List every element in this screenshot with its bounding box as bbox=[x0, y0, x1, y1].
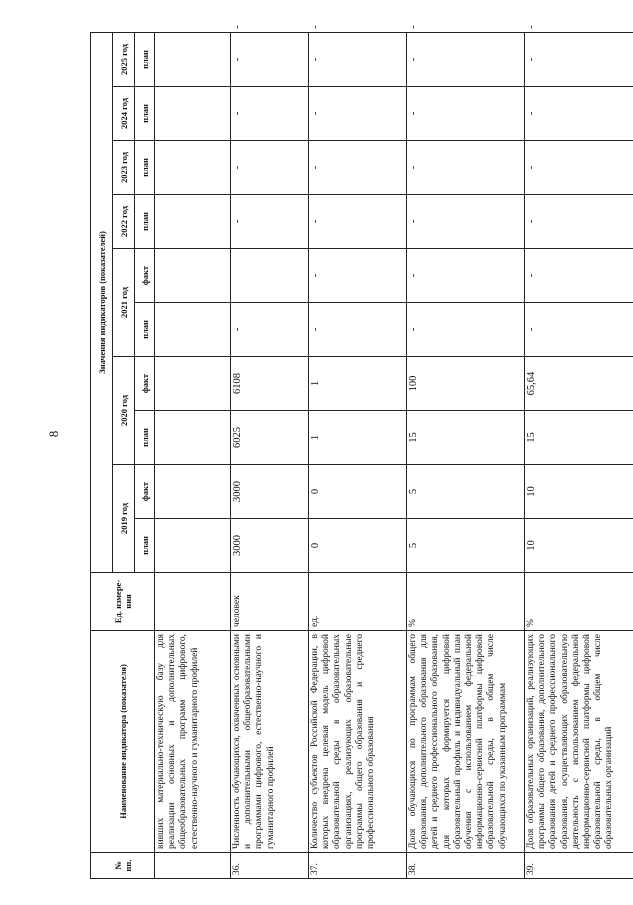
header-fact: факт bbox=[135, 249, 155, 303]
value-cell: 10 bbox=[525, 465, 633, 519]
value-cell bbox=[155, 141, 231, 195]
value-cell: - bbox=[525, 87, 633, 141]
value-cell: - bbox=[525, 32, 633, 86]
value-cell: - bbox=[231, 141, 309, 195]
indicator-name: Численность обучающихся, охваченных основными и дополнительными общеобразовательными программами цифрового, естественно-научного и гуманитарного профилей bbox=[231, 631, 309, 853]
value-cell: 3000 bbox=[231, 519, 309, 573]
header-plan: план bbox=[135, 141, 155, 195]
row-number: 37. bbox=[309, 853, 407, 879]
header-year-2022: 2022 год bbox=[113, 195, 135, 249]
value-cell: - bbox=[525, 141, 633, 195]
value-cell: 1 bbox=[309, 411, 407, 465]
value-cell: - bbox=[309, 249, 407, 303]
value-cell: - bbox=[525, 249, 633, 303]
header-values-group: Значения индикаторов (показателей) bbox=[91, 32, 113, 572]
header-plan: план bbox=[135, 195, 155, 249]
unit-cell: человек bbox=[231, 573, 309, 631]
value-cell: 100 bbox=[407, 357, 525, 411]
header-unit: Ед. измере- ния bbox=[91, 573, 155, 631]
header-fact: факт bbox=[135, 465, 155, 519]
header-fact: факт bbox=[135, 357, 155, 411]
value-cell: - bbox=[309, 141, 407, 195]
value-cell: - bbox=[309, 303, 407, 357]
unit-cell bbox=[155, 573, 231, 631]
value-cell: 6108 bbox=[231, 357, 309, 411]
value-cell: 15 bbox=[407, 411, 525, 465]
rotated-table-area bbox=[90, 25, 615, 879]
indicators-table bbox=[90, 25, 633, 879]
table-row: 37. Количество субъектов Российской Федерации, в которых внедрена целевая модель цифровой образовательной среды в образовательных организациях, реализующих образовательные программы общего образования и среднего профессионального образования ед. 0 0 1 1 - - - - - - - bbox=[309, 32, 407, 878]
value-cell: - bbox=[407, 141, 525, 195]
header-year-2024: 2024 год bbox=[113, 87, 135, 141]
value-cell bbox=[155, 249, 231, 303]
table-row: 38. Доля обучающихся по программам общего образования, дополнительного образования для детей и среднего профессионального образования, для которых формируется цифровой образовательный профиль и индивидуальный план обучения с использованием федеральной информационно-сервисной платформы цифровой образовательной среды, в общем числе обучающихся по указанным программам % 5 5 15 100 - - - - - - - bbox=[407, 32, 525, 878]
value-cell: - bbox=[407, 303, 525, 357]
unit-cell: ед. bbox=[309, 573, 407, 631]
header-plan: план bbox=[135, 303, 155, 357]
value-cell bbox=[155, 303, 231, 357]
value-cell: - bbox=[231, 87, 309, 141]
indicator-name: Доля обучающихся по программам общего образования, дополнительного образования для детей и среднего профессионального образования, для которых формируется цифровой образовательный профиль и индивидуальный план обучения с использованием федеральной информационно-сервисной платформы цифровой образовательной среды, в общем числе обучающихся по указанным программам bbox=[407, 631, 525, 853]
value-cell: - bbox=[309, 195, 407, 249]
value-cell bbox=[155, 519, 231, 573]
value-cell: 5 bbox=[407, 519, 525, 573]
value-cell bbox=[155, 411, 231, 465]
value-cell: - bbox=[525, 303, 633, 357]
header-year-2025: 2025 год bbox=[113, 32, 135, 86]
header-year-2020: 2020 год bbox=[113, 357, 135, 465]
value-cell: - bbox=[231, 195, 309, 249]
row-number bbox=[155, 853, 231, 879]
value-cell: - bbox=[407, 87, 525, 141]
landscape-table-container bbox=[90, 25, 615, 879]
row-number: 38. bbox=[407, 853, 525, 879]
header-name: Наименование индикатора (показателя) bbox=[91, 631, 155, 853]
value-cell bbox=[231, 249, 309, 303]
value-cell bbox=[155, 195, 231, 249]
value-cell: 65,64 bbox=[525, 357, 633, 411]
value-cell bbox=[155, 87, 231, 141]
unit-cell: % bbox=[525, 573, 633, 631]
value-cell bbox=[155, 32, 231, 86]
value-cell: 0 bbox=[309, 519, 407, 573]
table-row: 36. Численность обучающихся, охваченных основными и дополнительными общеобразовательными программами цифрового, естественно-научного и гуманитарного профилей человек 3000 3000 6025 6108 - - - - - - bbox=[231, 32, 309, 878]
header-plan: план bbox=[135, 411, 155, 465]
value-cell: - bbox=[309, 87, 407, 141]
indicator-name: Количество субъектов Российской Федерации, в которых внедрена целевая модель цифровой образовательной среды в образовательных организациях, реализующих образовательные программы общего образования и среднего профессионального образования bbox=[309, 631, 407, 853]
row-number: 39. bbox=[525, 853, 633, 879]
value-cell: - bbox=[407, 32, 525, 86]
header-plan: план bbox=[135, 32, 155, 86]
value-cell: - bbox=[231, 32, 309, 86]
table-body bbox=[155, 25, 633, 878]
value-cell: 5 bbox=[407, 465, 525, 519]
header-year-2019: 2019 год bbox=[113, 465, 135, 573]
table-row: 39. Доля образовательных организаций, реализующих программы общего образования, дополнительного образования детей и среднего профессионального образования, осуществляющих образовательную деятельность с использованием федеральной информационно-сервисной платформы цифровой образовательной среды, в общем числе образовательных организаций % 10 10 15 65,64 - - - - - - - bbox=[525, 32, 633, 878]
indicator-name: Доля образовательных организаций, реализующих программы общего образования, дополнительного образования детей и среднего профессионального образования, осуществляющих образовательную деятельность с использованием федеральной информационно-сервисной платформы цифровой образовательной среды, в общем числе образовательных организаций bbox=[525, 631, 633, 853]
header-plan: план bbox=[135, 519, 155, 573]
header-year-2023: 2023 год bbox=[113, 141, 135, 195]
value-cell: - bbox=[407, 249, 525, 303]
value-cell: 6025 bbox=[231, 411, 309, 465]
header-num: № пп. bbox=[91, 853, 155, 879]
indicator-name: вивших материально-техническую базу для реализации основных и дополнительных общеобразовательных программ цифрового, естественно-научного и гуманитарного профилей bbox=[155, 631, 231, 853]
value-cell: 0 bbox=[309, 465, 407, 519]
unit-cell: % bbox=[407, 573, 525, 631]
value-cell: 10 bbox=[525, 519, 633, 573]
value-cell: 1 bbox=[309, 357, 407, 411]
value-cell: - bbox=[407, 195, 525, 249]
header-year-2021: 2021 год bbox=[113, 249, 135, 357]
value-cell: 3000 bbox=[231, 465, 309, 519]
table-row bbox=[155, 32, 231, 878]
page-number: 8 bbox=[46, 430, 61, 438]
value-cell: - bbox=[525, 195, 633, 249]
header-plan: план bbox=[135, 87, 155, 141]
value-cell: - bbox=[309, 32, 407, 86]
value-cell bbox=[155, 465, 231, 519]
row-number: 36. bbox=[231, 853, 309, 879]
value-cell: - bbox=[231, 303, 309, 357]
value-cell bbox=[155, 357, 231, 411]
value-cell: 15 bbox=[525, 411, 633, 465]
